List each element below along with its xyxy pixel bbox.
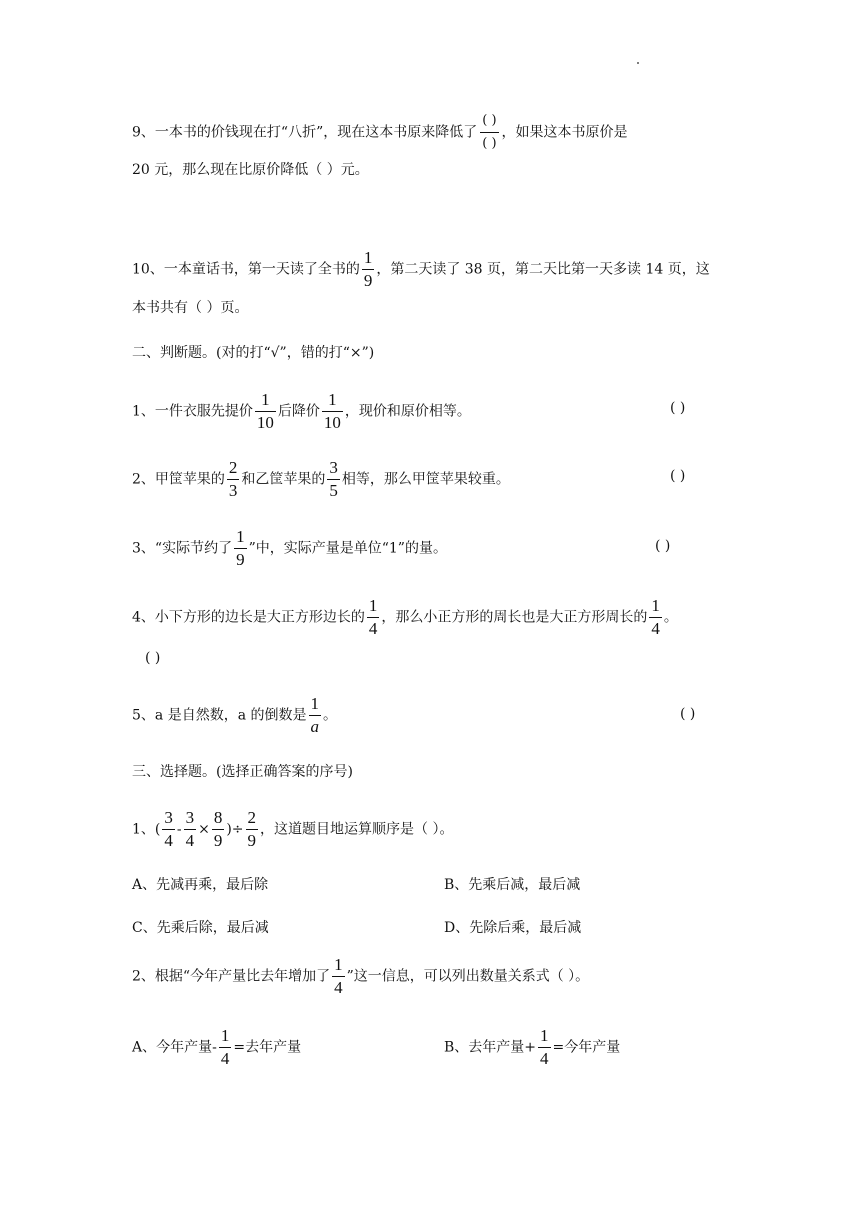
judge-item-3: 3、“实际节约了 $\frac{1}{9}$ ”中，实际产量是单位“1”的量。 (132, 527, 447, 569)
answer-paren-5[interactable]: ( ) (680, 706, 696, 722)
question-9-text: 9、一本书的价钱现在打“八折”，现在这本书原来降低了 (132, 124, 478, 141)
option-c[interactable]: C、先乘后除，最后减 (132, 920, 269, 936)
judge-item-5: 5、a 是自然数，a 的倒数是 $\frac{1}{a}$ 。 (132, 694, 338, 736)
option-a[interactable]: A、先减再乘，最后除 (132, 877, 269, 893)
choice-question-1: 1、( $\frac{3}{4}$ - $\frac{3}{4}$ × $\frac{8}{9}$ )÷ $\frac{2}{9}$ ，这道题目地运算顺序是（ ）。 (132, 808, 454, 850)
option-a-2[interactable]: A、今年产量- $\frac{1}{4}$ =去年产量 (132, 1026, 302, 1068)
choice-question-2: 2、根据“今年产量比去年增加了 $\frac{1}{4}$ ”这一信息，可以列出数量关系式（ ）。 (132, 955, 590, 997)
blank-fraction[interactable]: $\frac{( )}{( )}$ (482, 113, 497, 151)
option-b-2[interactable]: B、去年产量+ $\frac{1}{4}$ =今年产量 (444, 1026, 621, 1068)
judge-item-4: 4、小下方形的边长是大正方形边长的 $\frac{1}{4}$ ，那么小正方形的周长也是大正方形周长的 $\frac{1}{4}$ 。 (132, 596, 678, 638)
section-2-title: 二、判断题。(对的打“√”，错的打“×”) (132, 345, 375, 361)
judge-item-1: 1、一件衣服先提价 $\frac{1}{10}$ 后降价 $\frac{1}{10}$ ，现价和原价相等。 (132, 390, 471, 432)
answer-paren-4[interactable]: ( ) (145, 650, 161, 666)
fraction: $\frac{1}{4}$ (540, 1026, 549, 1068)
fraction: $\frac{1}{10}$ (323, 390, 341, 432)
answer-paren-2[interactable]: ( ) (670, 468, 686, 484)
fraction: $\frac{1}{10}$ (256, 390, 274, 432)
question-10-line2: 本书共有（ ）页。 (132, 300, 249, 316)
question-9-line2: 20 元，那么现在比原价降低（ ）元。 (132, 162, 369, 178)
page-mark (637, 62, 639, 64)
fraction: $\frac{8}{9}$ (213, 808, 223, 850)
fraction: $\frac{1}{9}$ (236, 527, 245, 569)
answer-paren-1[interactable]: ( ) (670, 400, 686, 416)
question-9-line1: 9、一本书的价钱现在打“八折”，现在这本书原来降低了 $\frac{( )}{( )}$ ，如果这本书原价是 (132, 113, 628, 151)
fraction: $\frac{3}{4}$ (164, 808, 173, 850)
fraction: $\frac{3}{5}$ (329, 458, 338, 500)
fraction: $\frac{1}{4}$ (651, 596, 660, 638)
fraction: $\frac{1}{4}$ (368, 596, 378, 638)
fraction: $\frac{3}{4}$ (185, 808, 195, 850)
fraction: $\frac{2}{3}$ (228, 458, 238, 500)
answer-paren-3[interactable]: ( ) (655, 538, 671, 554)
fraction: $\frac{1}{9}$ (363, 248, 373, 290)
fraction: $\frac{1}{4}$ (220, 1026, 230, 1068)
question-10-line1: 10、一本童话书，第一天读了全书的 $\frac{1}{9}$ ，第二天读了 38 页，第二天比第一天多读 14 页，这 (132, 248, 710, 290)
fraction: $\frac{2}{9}$ (247, 808, 257, 850)
fraction: $\frac{1}{4}$ (334, 955, 343, 997)
fraction: $\frac{1}{a}$ (310, 694, 320, 736)
section-3-title: 三、选择题。(选择正确答案的序号) (132, 764, 353, 780)
option-b[interactable]: B、先乘后减，最后减 (444, 877, 581, 893)
option-d[interactable]: D、先除后乘，最后减 (444, 920, 582, 936)
judge-item-2: 2、甲筐苹果的 $\frac{2}{3}$ 和乙筐苹果的 $\frac{3}{5}$ 相等，那么甲筐苹果较重。 (132, 458, 510, 500)
